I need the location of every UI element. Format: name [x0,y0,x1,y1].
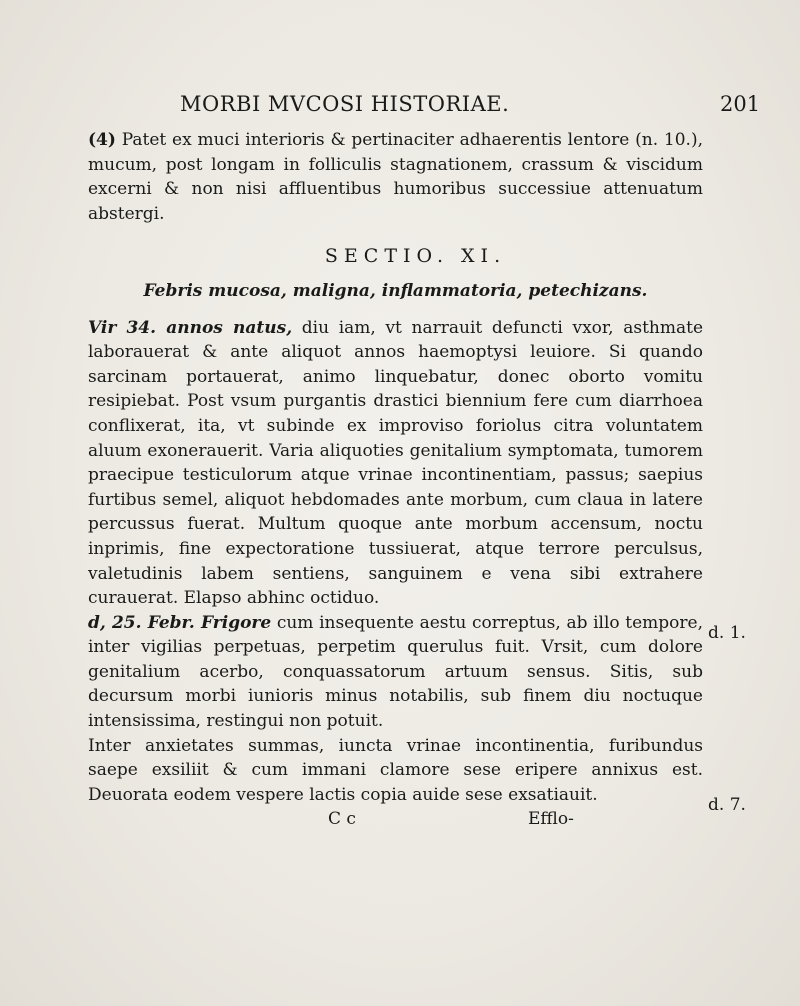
catchline [88,807,703,833]
case-text: diu iam, vt narrauit defuncti vxor, asthmate laborauerat & ante aliquot annos haemoptysi leuiore. Si quando sarcinam portauerat, animo linquebatur, donec oborto vomitu resipiebat. Post vsum purgantis drastici biennium fere cum diarrhoea conflixerat, ita, vt subinde ex improviso foriolus citra voluntatem aluum exonerauerit. Varia aliquoties genitalium symptomata, tumorem praecipue testiculorum atque vrinae incontinentiam, passus; saepius furtibus semel, aliquot hebdomades ante morbum, cum claua in latere percussus fuerat. Multum quoque ante morbum accensum, noctu inprimis, fine expectoratione tussiuerat, atque terrore perculsus, valetudinis labem sentiens, sanguinem e vena sibi extrahere curauerat. Elapso abhinc octiduo. [88,317,703,609]
entry-day: d, 25. [88,612,142,633]
entry-text: cum insequente aestu correptus, ab illo tempore, inter vigilias perpetuas, perpetim querulus fuit. Vrsit, cum dolore genitalium acerbo, conquassatorum artuum sensus. Sitis, sub decursum morbi iunioris minus notabilis, sub finem diu noctuque intensissima, restingui non potuit. [88,612,703,732]
page-number: 201 [720,92,761,116]
entry-text: Inter anxietates summas, iuncta vrinae incontinentia, furibundus saepe exsiliit & cum immani clamore sese eripere annixus est. Deuorata eodem vespere lactis copia auide sese exsatiauit. [88,735,703,805]
paragraph-text: Patet ex muci interioris & pertinaciter adhaerentis lentore (n. 10.), mucum, post longam in folliculis stagnationem, crassum & viscidum excerni & non nisi affluentibus humoribus successiue attenuatum abstergi. [88,130,703,224]
case-history-paragraph [88,316,703,611]
margin-note-day-1: d. 1. [708,623,746,643]
paragraph-4 [88,128,703,226]
entry-lead: Febr. Frigore [141,612,272,633]
day-entry-1 [88,611,703,734]
margin-note-day-7: d. 7. [708,795,746,815]
section-heading: SECTIO. XI. [324,245,507,268]
case-lead: Vir 34. annos natus, [88,317,293,338]
running-head: MORBI MVCOSI HISTORIAE. [180,92,510,116]
section-subheading: Febris mucosa, maligna, inflammatoria, petechizans. [143,280,648,301]
day-entry-2 [88,734,703,808]
text-block [88,128,703,833]
paragraph-number: (4) [88,130,116,150]
signature-mark: C c [328,809,356,830]
catchword: Efflo- [528,809,574,830]
